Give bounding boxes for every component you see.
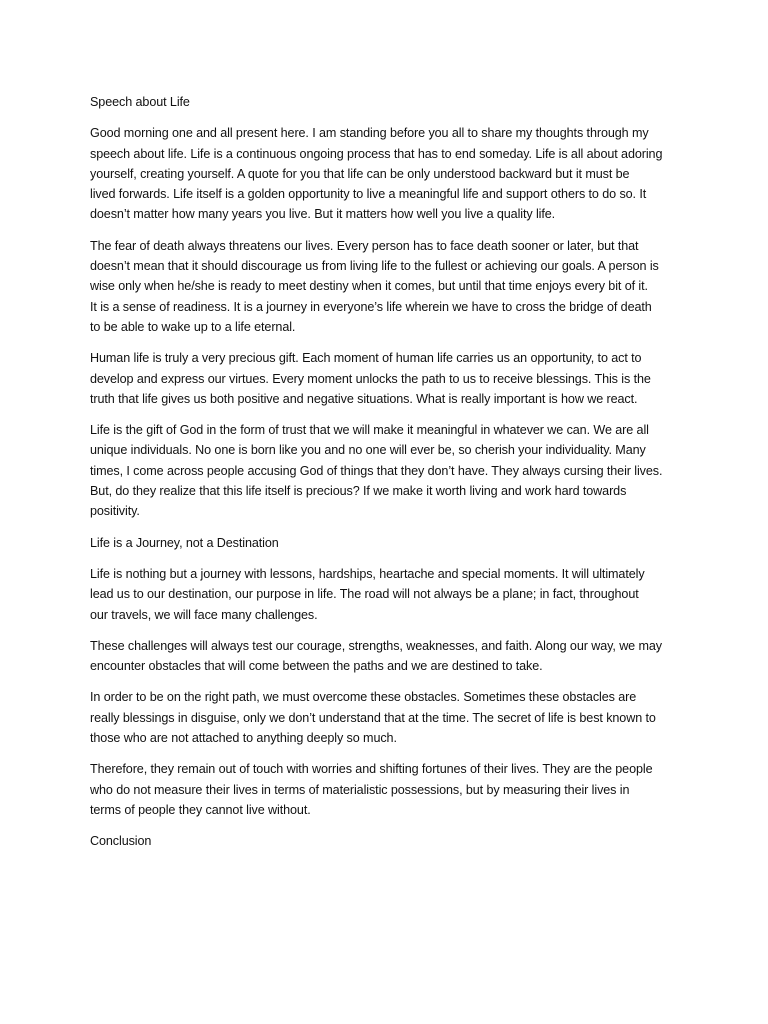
section-subheading: Life is a Journey, not a Destination bbox=[90, 535, 279, 550]
text-line: wise only when he/she is ready to meet destiny when it comes, but until that time enjoys every bit of it. bbox=[90, 279, 648, 294]
paragraph-6 bbox=[90, 636, 686, 677]
text-line: positivity. bbox=[90, 504, 140, 519]
paragraph-5 bbox=[90, 564, 686, 625]
text-line: encounter obstacles that will come between the paths and we are destined to take. bbox=[90, 659, 543, 674]
text-line: to be able to wake up to a life eternal. bbox=[90, 319, 296, 334]
text-line: lead us to our destination, our purpose in life. The road will not always be a plane; in fact, throughout bbox=[90, 587, 639, 602]
text-line: The fear of death always threatens our lives. Every person has to face death sooner or later, but that bbox=[90, 238, 639, 253]
text-line: Therefore, they remain out of touch with worries and shifting fortunes of their lives. They are the people bbox=[90, 762, 653, 777]
text-line: our travels, we will face many challenges. bbox=[90, 607, 318, 622]
text-line: terms of people they cannot live without. bbox=[90, 802, 311, 817]
text-line: times, I come across people accusing God of things that they don’t have. They always cursing their lives. bbox=[90, 463, 663, 478]
text-line: lived forwards. Life itself is a golden opportunity to live a meaningful life and support others to do so. It bbox=[90, 187, 647, 202]
text-line: really blessings in disguise, only we don’t understand that at the time. The secret of life is best known to bbox=[90, 710, 656, 725]
paragraph-7 bbox=[90, 687, 686, 748]
paragraph-8 bbox=[90, 759, 686, 820]
text-line: truth that life gives us both positive and negative situations. What is really important is how we react. bbox=[90, 391, 638, 406]
text-line: Good morning one and all present here. I am standing before you all to share my thoughts through my bbox=[90, 126, 649, 141]
text-line: develop and express our virtues. Every moment unlocks the path to us to receive blessings. This is the bbox=[90, 371, 651, 386]
text-line: speech about life. Life is a continuous ongoing process that has to end someday. Life is all about adoring bbox=[90, 146, 663, 161]
paragraph-1 bbox=[90, 123, 686, 224]
text-line: doesn’t mean that it should discourage us from living life to the fullest or achieving our goals. A person is bbox=[90, 259, 659, 274]
text-line: Life is the gift of God in the form of trust that we will make it meaningful in whatever we can. We are all bbox=[90, 423, 649, 438]
text-line: Human life is truly a very precious gift. Each moment of human life carries us an opportunity, to act to bbox=[90, 351, 642, 366]
text-line: who do not measure their lives in terms of materialistic possessions, but by measuring their lives in bbox=[90, 782, 630, 797]
text-line: In order to be on the right path, we must overcome these obstacles. Sometimes these obstacles are bbox=[90, 690, 637, 705]
text-line: Life is nothing but a journey with lessons, hardships, heartache and special moments. It will ultimately bbox=[90, 566, 645, 581]
text-line: It is a sense of readiness. It is a journey in everyone’s life wherein we have to cross the bridge of death bbox=[90, 299, 652, 314]
text-line: those who are not attached to anything deeply so much. bbox=[90, 731, 397, 746]
paragraph-2 bbox=[90, 236, 686, 337]
paragraph-3 bbox=[90, 348, 686, 409]
text-line: yourself, creating yourself. A quote for you that life can be only understood backward but it must be bbox=[90, 166, 630, 181]
document-page bbox=[90, 92, 686, 863]
text-line: But, do they realize that this life itself is precious? If we make it worth living and work hard towards bbox=[90, 484, 627, 499]
document-title: Speech about Life bbox=[90, 95, 190, 109]
text-line: These challenges will always test our courage, strengths, weaknesses, and faith. Along our way, we may bbox=[90, 638, 662, 653]
text-line: doesn’t matter how many years you live. But it matters how well you live a quality life. bbox=[90, 207, 556, 222]
text-line: unique individuals. No one is born like you and no one will ever be, so cherish your individuality. Many bbox=[90, 443, 646, 458]
conclusion-heading: Conclusion bbox=[90, 834, 152, 849]
paragraph-4 bbox=[90, 420, 686, 521]
